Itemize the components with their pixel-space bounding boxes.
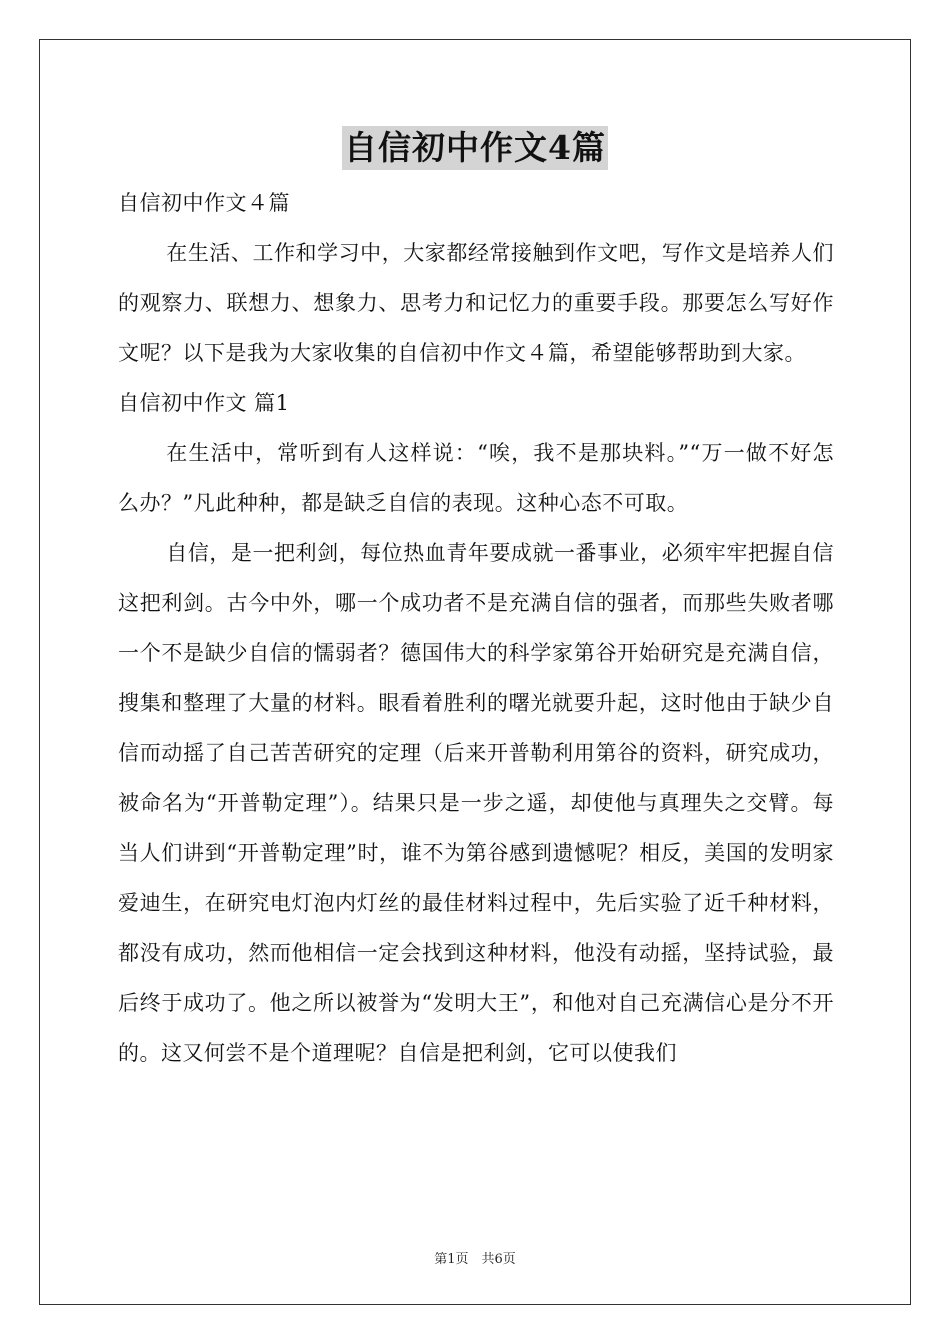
document-title: 自信初中作文4篇 <box>342 126 608 170</box>
body-paragraph-2: 自信，是一把利剑，每位热血青年要成就一番事业，必须牢牢把握自信这把利剑。古今中外，哪一个成功者不是充满自信的强者，而那些失败者哪一个不是缺少自信的懦弱者？德国伟大的科学家第谷开始研究是充满自信，搜集和整理了大量的材料。眼看着胜利的曙光就要升起，这时他由于缺少自信而动摇了自己苦苦研究的定理（后来开普勒利用第谷的资料，研究成功，被命名为“开普勒定理”）。结果只是一步之遥，却使他与真理失之交臂。每当人们讲到“开普勒定理”时，谁不为第谷感到遗憾呢？相反，美国的发明家爱迪生，在研究电灯泡内灯丝的最佳材料过程中，先后实验了近千种材料，都没有成功，然而他相信一定会找到这种材料，他没有动摇，坚持试验，最后终于成功了。他之所以被誉为“发明大王”，和他对自己充满信心是分不开的。这又何尝不是个道理呢？自信是把利剑，它可以使我们 <box>118 541 834 1065</box>
title-wrap <box>0 126 950 170</box>
section-heading-1: 自信初中作文 篇1 <box>118 391 290 415</box>
intro-paragraph: 在生活、工作和学习中，大家都经常接触到作文吧，写作文是培养人们的观察力、联想力、想象力、思考力和记忆力的重要手段。那要怎么写好作文呢？以下是我为大家收集的自信初中作文４篇，希望能够帮助到大家。 <box>118 241 834 365</box>
body-paragraph-1: 在生活中，常听到有人这样说：“唉，我不是那块料。”“万一做不好怎么办？”凡此种种，都是缺乏自信的表现。这种心态不可取。 <box>118 441 834 515</box>
page-footer: 第1页 共6页 <box>434 1252 516 1267</box>
document-body <box>118 178 834 1078</box>
document-subtitle: 自信初中作文４篇 <box>118 191 290 215</box>
